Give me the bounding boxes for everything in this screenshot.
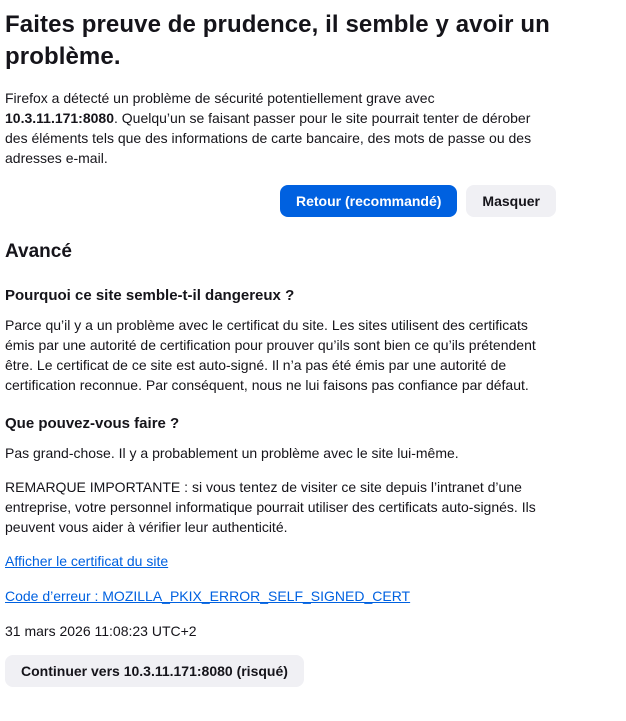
host-name: 10.3.11.171:8080 bbox=[5, 110, 114, 126]
what-to-do-heading: Que pouvez-vous faire ? bbox=[5, 415, 180, 432]
intro-text-start: Firefox a détecté un problème de sécurité potentiellement grave avec bbox=[5, 90, 435, 106]
what-to-do-text: Pas grand-chose. Il y a probablement un problème avec le site lui-même. bbox=[5, 445, 459, 461]
error-page bbox=[5, 0, 561, 687]
error-code-link[interactable]: Code d’erreur : MOZILLA_PKIX_ERROR_SELF_SIGNED_CERT bbox=[5, 588, 411, 604]
important-note-text: REMARQUE IMPORTANTE : si vous tentez de visiter ce site depuis l’intranet d’une entreprise, votre personnel informatique pourrait utiliser des certificats auto-signés. Ils peuvent vous aider à vérifier leur authenticité. bbox=[5, 479, 536, 535]
advanced-heading: Avancé bbox=[5, 241, 72, 262]
why-dangerous-text: Parce qu’il y a un problème avec le certificat du site. Les sites utilisent des certificats émis par une autorité de certification pour prouver qu’ils sont bien ce qu’ils prétendent être. Le certificat de ce site est auto-signé. Il n’a pas été émis par une autorité de certification reconnue. Par conséquent, nous ne lui faisons pas confiance par défaut. bbox=[5, 317, 536, 393]
action-buttons bbox=[5, 185, 561, 217]
hide-advanced-button[interactable]: Masquer bbox=[466, 185, 556, 217]
intro-text-end: . Quelqu’un se faisant passer pour le site pourrait tenter de dérober des éléments tels que des informations de carte bancaire, des mots de passe ou des adresses e-mail. bbox=[5, 110, 532, 166]
back-button[interactable]: Retour (recommandé) bbox=[280, 185, 457, 217]
view-certificate-link[interactable]: Afficher le certificat du site bbox=[5, 553, 169, 569]
why-dangerous-heading: Pourquoi ce site semble-t-il dangereux ? bbox=[5, 287, 295, 304]
timestamp: 31 mars 2026 11:08:23 UTC+2 bbox=[5, 623, 197, 639]
intro-text bbox=[5, 88, 550, 168]
page-title: Faites preuve de prudence, il semble y avoir un problème. bbox=[5, 11, 550, 70]
continue-risky-button[interactable]: Continuer vers 10.3.11.171:8080 (risqué) bbox=[5, 655, 304, 687]
advanced-panel bbox=[5, 239, 561, 687]
